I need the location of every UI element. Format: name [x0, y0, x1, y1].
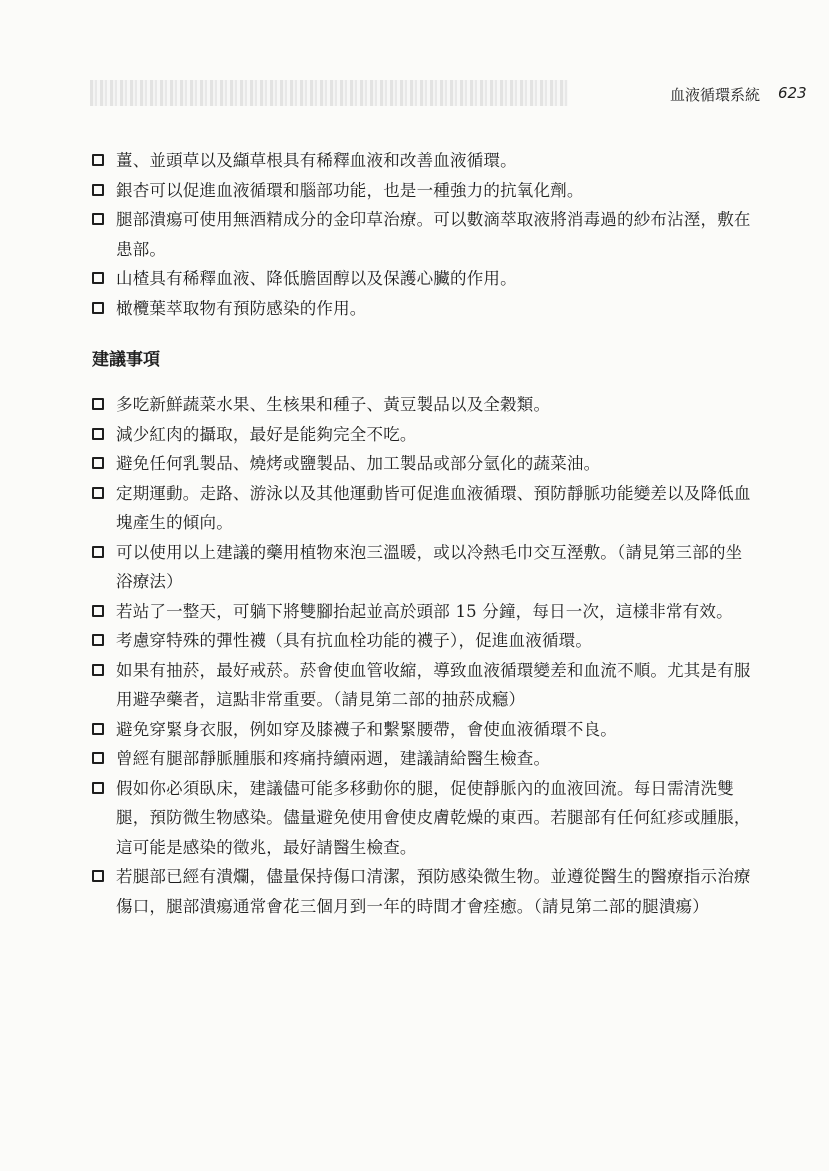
list-item	[92, 774, 752, 863]
checkbox-icon	[92, 154, 104, 166]
checkbox-icon	[92, 272, 104, 284]
page-number: 623	[778, 84, 807, 102]
checkbox-icon	[92, 782, 104, 794]
list-item-text: 考慮穿特殊的彈性襪（具有抗血栓功能的襪子），促進血液循環。	[116, 631, 593, 650]
list-item-text: 薑、並頭草以及纈草根具有稀釋血液和改善血液循環。	[116, 151, 517, 170]
checkbox-icon	[92, 302, 104, 314]
checkbox-icon	[92, 605, 104, 617]
checkbox-icon	[92, 723, 104, 735]
list-item	[92, 420, 752, 450]
list-item-text: 假如你必須臥床，建議儘可能多移動你的腿，促使靜脈內的血液回流。每日需清洗雙腿，預防微生物感染。儘量避免使用會使皮膚乾燥的東西。若腿部有任何紅疹或腫脹，這可能是感染的徵兆，最好請醫生檢查。	[116, 778, 751, 857]
list-item	[92, 479, 752, 538]
list-item-text: 多吃新鮮蔬菜水果、生核果和種子、黃豆製品以及全穀類。	[116, 395, 551, 414]
list-item-text: 曾經有腿部靜脈腫脹和疼痛持續兩週，建議請給醫生檢查。	[116, 749, 551, 768]
page-body	[92, 146, 752, 921]
list-item-text: 若站了一整天，可躺下將雙腳抬起並高於頭部 15 分鐘，每日一次，這樣非常有效。	[116, 601, 733, 621]
list-item-text: 如果有抽菸，最好戒菸。菸會使血管收縮，導致血液循環變差和血流不順。尤其是有服用避孕藥者，這點非常重要。（請見第二部的抽菸成癮）	[116, 660, 751, 709]
list-item	[92, 715, 752, 745]
list-item	[92, 390, 752, 420]
list-item-text: 定期運動。走路、游泳以及其他運動皆可促進血液循環、預防靜脈功能變差以及降低血塊產生的傾向。	[116, 483, 751, 532]
list-item-text: 避免任何乳製品、燒烤或鹽製品、加工製品或部分氫化的蔬菜油。	[116, 454, 601, 473]
list-item	[92, 656, 752, 715]
list-item	[92, 449, 752, 479]
list-item	[92, 538, 752, 597]
section-heading: 建議事項	[92, 350, 160, 370]
list-item	[92, 264, 752, 294]
list-item	[92, 744, 752, 774]
checkbox-icon	[92, 664, 104, 676]
list-item-text: 避免穿緊身衣服，例如穿及膝襪子和繫緊腰帶，會使血液循環不良。	[116, 719, 617, 739]
checkbox-icon	[92, 546, 104, 558]
list-item	[92, 176, 752, 206]
checkbox-icon	[92, 634, 104, 646]
header-decoration	[90, 80, 568, 106]
checkbox-icon	[92, 184, 104, 196]
checkbox-icon	[92, 870, 104, 882]
list-item-text: 減少紅肉的攝取，最好是能夠完全不吃。	[116, 424, 417, 444]
list-item	[92, 862, 752, 921]
list-item	[92, 294, 752, 324]
checkbox-icon	[92, 213, 104, 225]
running-header	[90, 76, 812, 110]
list-item-text: 若腿部已經有潰爛，儘量保持傷口清潔，預防感染微生物。並遵從醫生的醫療指示治療傷口，腿部潰瘍通常會花三個月到一年的時間才會痊癒。（請見第二部的腿潰瘍）	[116, 867, 751, 916]
herb-list	[92, 146, 752, 323]
list-item-text: 橄欖葉萃取物有預防感染的作用。	[116, 298, 367, 318]
checkbox-icon	[92, 752, 104, 764]
recommendation-list	[92, 390, 752, 921]
list-item	[92, 146, 752, 176]
checkbox-icon	[92, 487, 104, 499]
list-item-text: 可以使用以上建議的藥用植物來泡三溫暖，或以冷熱毛巾交互溼敷。（請見第三部的坐浴療法）	[116, 542, 743, 591]
list-item-text: 銀杏可以促進血液循環和腦部功能，也是一種強力的抗氧化劑。	[116, 180, 584, 200]
chapter-title: 血液循環系統	[670, 86, 761, 104]
list-item-text: 腿部潰瘍可使用無酒精成分的金印草治療。可以數滴萃取液將消毒過的紗布沾溼，敷在患部。	[116, 210, 751, 259]
list-item-text: 山楂具有稀釋血液、降低膽固醇以及保護心臟的作用。	[116, 269, 517, 288]
list-item	[92, 597, 752, 627]
checkbox-icon	[92, 457, 104, 469]
checkbox-icon	[92, 428, 104, 440]
list-item	[92, 626, 752, 656]
list-item	[92, 205, 752, 264]
checkbox-icon	[92, 398, 104, 410]
